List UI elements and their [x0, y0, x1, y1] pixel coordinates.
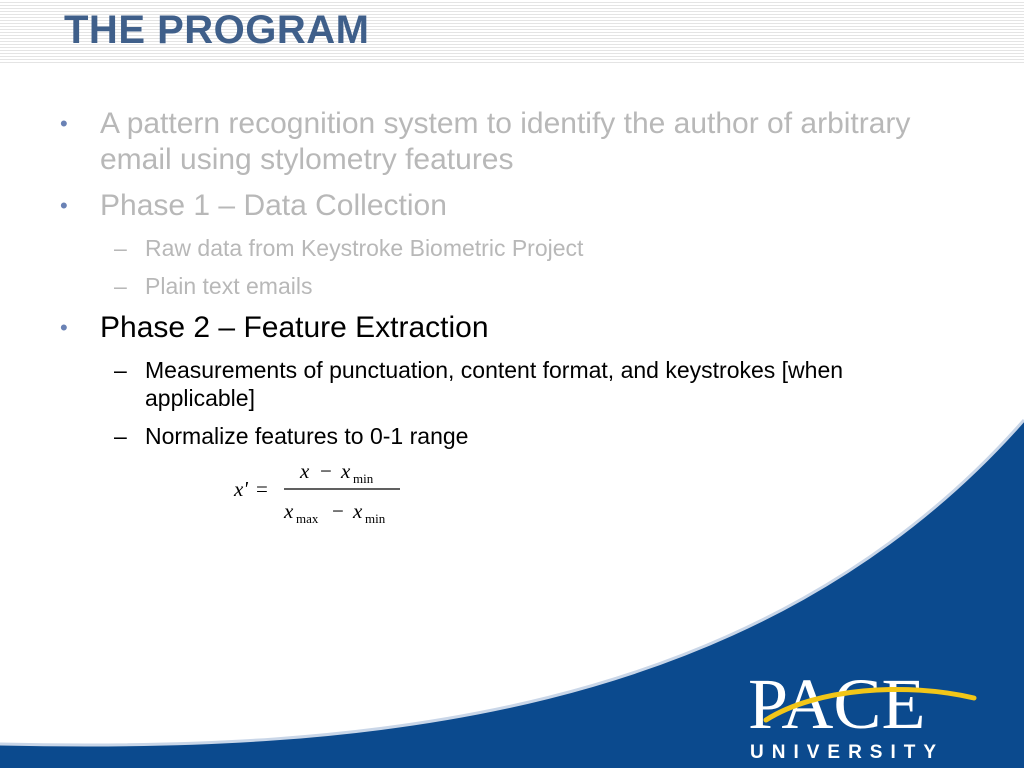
- formula-equals: =: [256, 477, 268, 501]
- bullet-text: A pattern recognition system to identify the author of arbitrary email using stylometry features: [100, 107, 911, 176]
- formula-denominator-x: x: [284, 499, 294, 523]
- bullet-marker: •: [60, 193, 68, 218]
- formula-subscript: max: [296, 511, 319, 526]
- formula-denominator-x: x: [353, 499, 363, 523]
- sub-bullet-text: Normalize features to 0-1 range: [145, 423, 469, 449]
- sub-bullet-text: Plain text emails: [145, 273, 313, 299]
- sub-bullet-marker: –: [114, 235, 127, 261]
- formula-minus: −: [320, 459, 332, 483]
- bullet-text: Phase 1 – Data Collection: [100, 189, 447, 222]
- formula-subscript: min: [353, 471, 374, 486]
- sub-bullet-marker: –: [114, 273, 127, 299]
- bullet-marker: •: [60, 315, 68, 340]
- formula-subscript: min: [365, 511, 386, 526]
- sub-bullet-marker: –: [114, 357, 127, 383]
- pace-university-logo: [746, 664, 978, 768]
- formula-numerator-x: x: [300, 459, 310, 483]
- sub-bullet-text: Measurements of punctuation, content format, and keystrokes [when applicable]: [145, 357, 844, 411]
- formula-lhs: x': [234, 477, 248, 501]
- logo-subtitle: UNIVERSITY: [750, 742, 945, 763]
- sub-bullet-marker: –: [114, 423, 127, 449]
- slide-title: THE PROGRAM: [64, 8, 370, 52]
- bullet-text: Phase 2 – Feature Extraction: [100, 311, 489, 344]
- formula-minus: −: [332, 499, 344, 523]
- bullet-marker: •: [60, 111, 68, 136]
- logo-arc-icon: [746, 664, 978, 744]
- formula-numerator-x: x: [341, 459, 351, 483]
- logo-wordmark: PACE: [748, 664, 926, 744]
- sub-bullet-text: Raw data from Keystroke Biometric Project: [145, 235, 584, 261]
